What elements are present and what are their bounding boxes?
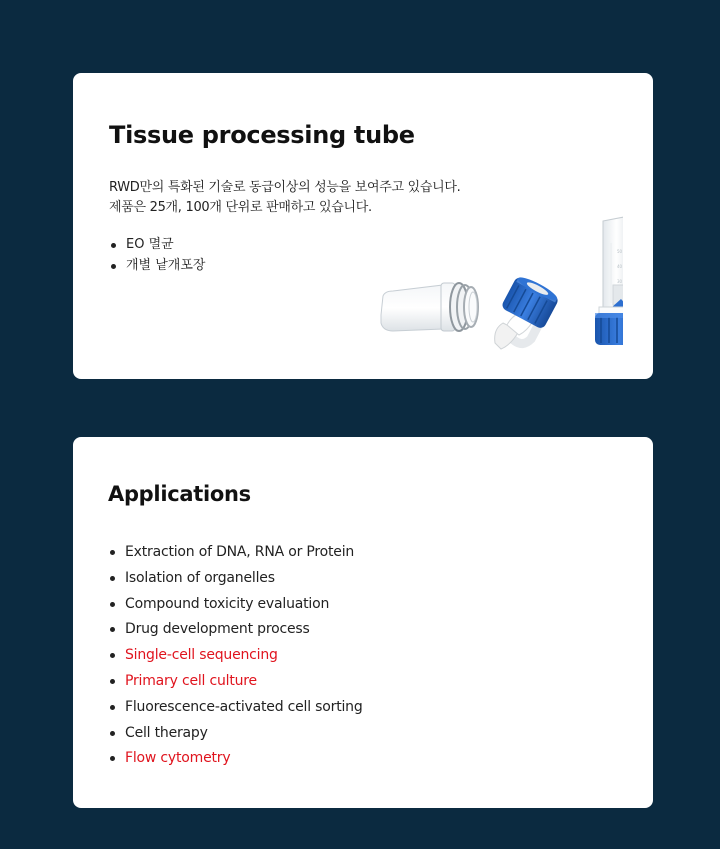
horizontal-tube [381,283,478,331]
application-item: Fluorescence-activated cell sorting [110,696,363,722]
tissue-tube-card [73,73,653,379]
upright-tube [595,217,623,345]
applications-card [73,437,653,808]
feature-item: EO 멸균 [111,234,205,255]
applications-list [110,541,363,773]
application-item: Extraction of DNA, RNA or Protein [110,541,363,567]
tube-product-image [373,213,623,363]
description-line: RWD만의 특화된 기술로 동급이상의 성능을 보여주고 있습니다. [109,180,461,195]
svg-text:50: 50 [617,249,623,254]
description-line: 제품은 25개, 100개 단위로 판매하고 있습니다. [109,200,372,215]
blue-cap [495,273,561,349]
application-item: Cell therapy [110,722,363,748]
application-item: Drug development process [110,618,363,644]
application-item: Flow cytometry [110,747,363,773]
application-item: Isolation of organelles [110,567,363,593]
feature-item: 개별 낱개포장 [111,255,205,276]
feature-list [111,234,205,276]
svg-text:30: 30 [617,279,623,284]
applications-title: Applications [108,482,251,506]
application-item: Single-cell sequencing [110,644,363,670]
tissue-tube-title: Tissue processing tube [109,121,415,149]
application-item: Compound toxicity evaluation [110,593,363,619]
svg-text:40: 40 [617,264,623,269]
tissue-tube-description [109,178,461,218]
application-item: Primary cell culture [110,670,363,696]
